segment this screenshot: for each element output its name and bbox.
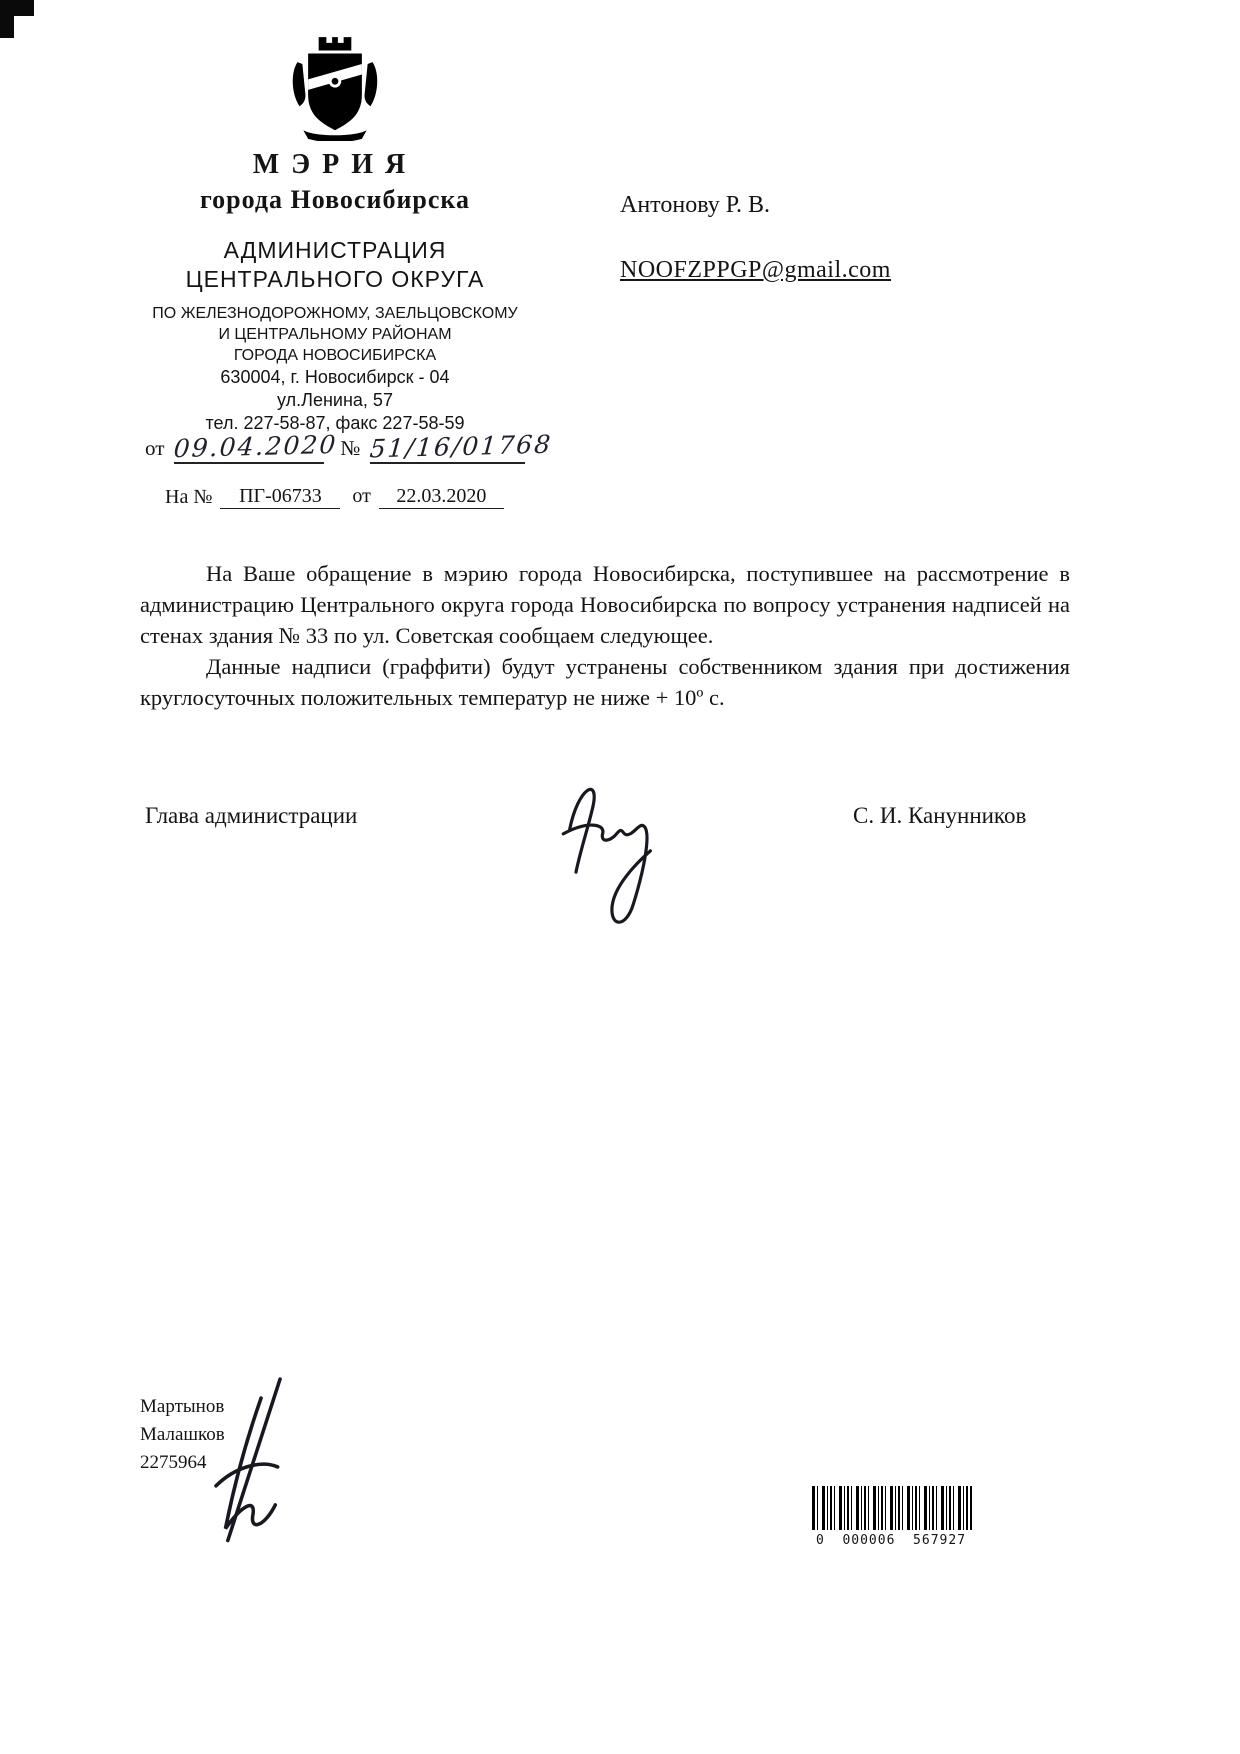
- org-city: города Новосибирска: [199, 185, 471, 214]
- org-districts-3: ГОРОДА НОВОСИБИРСКА: [233, 347, 437, 364]
- signer-name: С. И. Канунников: [853, 803, 1027, 828]
- letter-body: [140, 558, 1070, 713]
- outgoing-reference-line: [145, 429, 585, 464]
- barcode-digits: 0 000006 567927: [815, 1533, 967, 1548]
- outgoing-number-field: [369, 429, 554, 464]
- recipient-email: NOOFZPPGP@gmail.com: [620, 257, 891, 283]
- recipient-block: [620, 192, 891, 284]
- executor-name-2: Малашков: [140, 1424, 225, 1445]
- recipient-name: Антонову Р. В.: [620, 192, 771, 218]
- scan-artifact: [0, 0, 14, 38]
- handwritten-number: 51/16/01768: [369, 429, 554, 464]
- number-sign-label: №: [340, 436, 361, 460]
- registration-barcode-icon: [812, 1486, 972, 1530]
- reply-number: ПГ-06733: [220, 485, 340, 509]
- executor-name-1: Мартынов: [140, 1396, 225, 1417]
- signer-title: Глава администрации: [145, 803, 358, 828]
- body-paragraph-1: На Ваше обращение в мэрию города Новосибирска, поступившее на рассмотрение в администрацию Центрального округа города Новосибирска по вопросу устранения надписей на стенах здания № 33 по ул. Советская сообщаем следующее.: [140, 561, 1070, 648]
- handwritten-initials-icon: [188, 1372, 308, 1550]
- org-name: МЭРИЯ: [252, 149, 418, 180]
- org-address-2: ул.Ленина, 57: [277, 390, 393, 410]
- from-label: от: [145, 436, 165, 460]
- reply-from-label: от: [352, 485, 371, 507]
- org-subtitle-1: АДМИНИСТРАЦИЯ: [223, 237, 447, 263]
- org-districts-2: И ЦЕНТРАЛЬНОМУ РАЙОНАМ: [218, 326, 452, 343]
- letterhead: [135, 35, 535, 435]
- executor-phone: 2275964: [140, 1452, 207, 1473]
- novosibirsk-coat-of-arms-icon: [287, 35, 383, 141]
- body-paragraph-2: Данные надписи (граффити) будут устранены собственником здания при достижения круглосуточных положительных температур не ниже + 10º с.: [140, 654, 1070, 710]
- reply-reference-line: [165, 485, 625, 509]
- reply-date: 22.03.2020: [379, 485, 504, 509]
- handwritten-date: 09.04.2020: [173, 429, 339, 464]
- org-phone: тел. 227-58-87, факс 227-58-59: [205, 413, 465, 433]
- reply-prefix: На №: [165, 486, 213, 508]
- handwritten-signature-icon: [540, 768, 680, 938]
- outgoing-date-field: [173, 429, 339, 464]
- org-address-1: 630004, г. Новосибирск - 04: [220, 367, 450, 387]
- org-districts-1: ПО ЖЕЛЕЗНОДОРОЖНОМУ, ЗАЕЛЬЦОВСКОМУ: [152, 305, 518, 322]
- org-subtitle-2: ЦЕНТРАЛЬНОГО ОКРУГА: [185, 266, 485, 292]
